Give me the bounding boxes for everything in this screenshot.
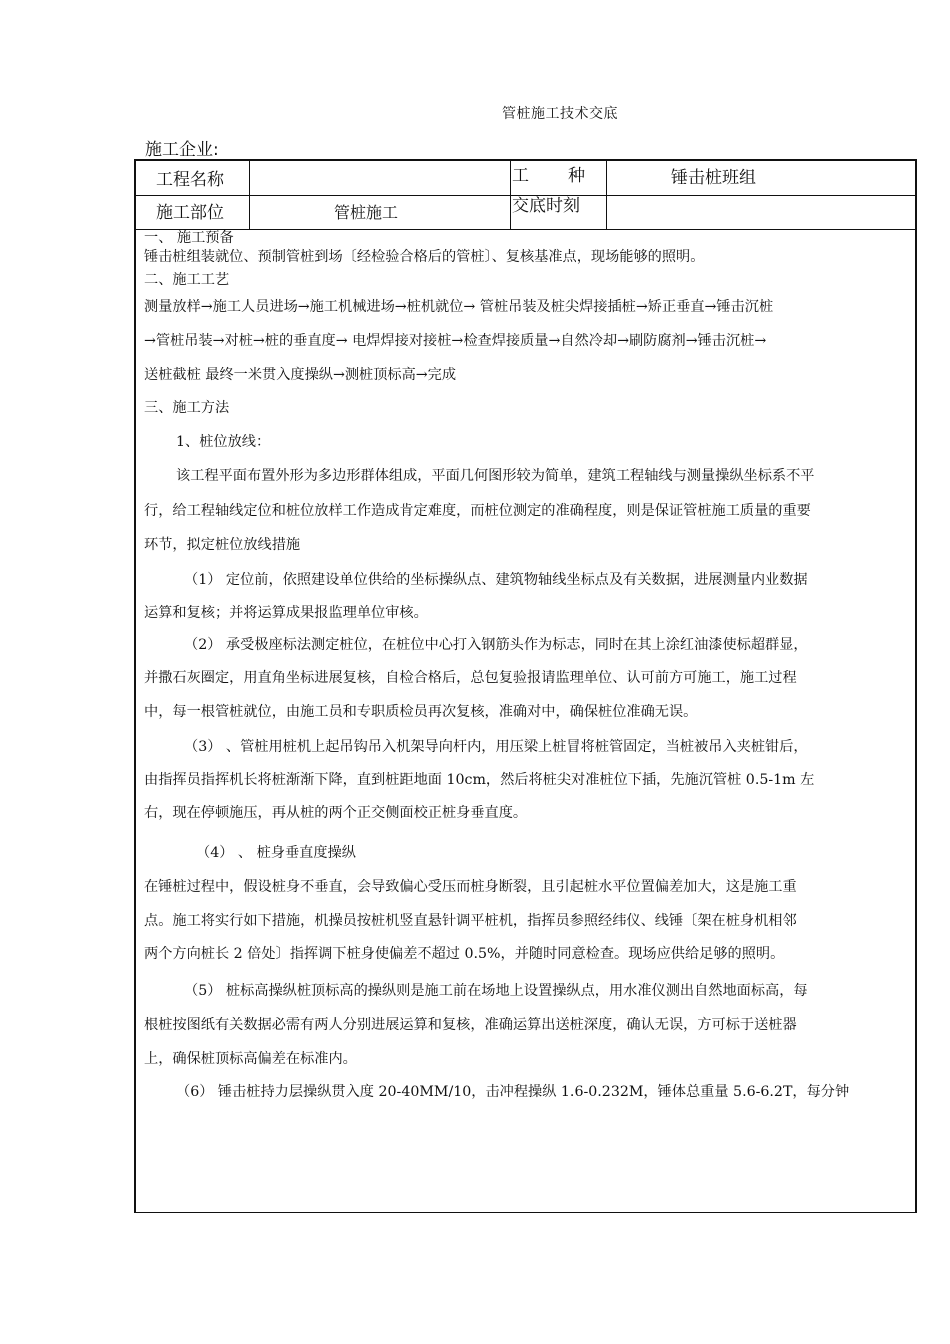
company-label: 施工企业: xyxy=(145,140,219,160)
text-line: 根桩按图纸有关数据必需有两人分别进展运算和复核，准确运算出送桩深度，确认无误，方可标于送桩器 xyxy=(144,1017,797,1033)
text-line: （4） 、 桩身垂直度操纵 xyxy=(196,845,356,861)
text-line: 测量放样→施工人员进场→施工机械进场→桩机就位→ 管桩吊装及桩尖焊接插桩→矫正垂直→锤击沉桩 xyxy=(144,299,774,315)
text-line: 二、施工工艺 xyxy=(144,272,230,288)
text-line: （2） 承受极座标法测定桩位，在桩位中心打入钢筋头作为标志，同时在其上涂红油漆使标超群显， xyxy=(184,637,808,653)
location-label: 施工部位 xyxy=(156,203,224,223)
text-line: →管桩吊装→对桩→桩的垂直度→ 电焊焊接对接桩→检查焊接质量→自然冷却→刷防腐剂→锤击沉桩→ xyxy=(144,333,767,349)
time-label: 交底时刻 xyxy=(512,196,580,216)
text-line: 该工程平面布置外形为多边形群体组成，平面几何图形较为简单，建筑工程轴线与测量操纵坐标系不平 xyxy=(176,468,815,484)
text-line: 送桩截桩 最终一米贯入度操纵→测桩顶标高→完成 xyxy=(144,367,457,383)
briefing-table xyxy=(134,159,917,1213)
text-line: 运算和复核；并将运算成果报监理单位审核。 xyxy=(144,605,428,621)
trade-label-1: 工 xyxy=(512,166,529,186)
location-value: 管桩施工 xyxy=(334,203,399,222)
text-line: （1） 定位前，依照建设单位供给的坐标操纵点、建筑物轴线坐标点及有关数据，进展测量内业数据 xyxy=(184,572,808,588)
text-line: （5） 桩标高操纵桩顶标高的操纵则是施工前在场地上设置操纵点，用水准仪测出自然地面标高，每 xyxy=(184,983,808,999)
text-line: 并撒石灰圈定，用直角坐标进展复核，自检合格后，总包复验报请监理单位、认可前方可施工，施工过程 xyxy=(144,670,797,686)
text-line: 行，给工程轴线定位和桩位放样工作造成肯定难度，而桩位测定的准确程度，则是保证管桩施工质量的重要 xyxy=(144,503,811,519)
trade-label-2: 种 xyxy=(568,166,585,186)
text-line: 锤击桩组装就位、预制管桩到场〔经检验合格后的管桩〕、复核基准点，现场能够的照明。 xyxy=(144,249,705,265)
header-grid xyxy=(136,161,915,230)
text-line: （6） 锤击桩持力层操纵贯入度 20-40MM/10，击冲程操纵 1.6-0.232M，锤体总重量 5.6-6.2T，每分钟 xyxy=(176,1084,850,1100)
text-line: 在锤桩过程中，假设桩身不垂直，会导致偏心受压而桩身断裂，且引起桩水平位置偏差加大，这是施工重 xyxy=(144,879,797,895)
text-line: 两个方向桩长 2 倍处〕指挥调下桩身使偏差不超过 0.5%，并随时同意检查。现场应供给足够的照明。 xyxy=(144,946,785,962)
document-title: 管桩施工技术交底 xyxy=(502,106,618,122)
text-line: 上，确保桩顶标高偏差在标准内。 xyxy=(144,1051,357,1067)
text-line: （3） 、管桩用桩机上起吊钩吊入机架导向杆内，用压梁上桩冒将桩管固定，当桩被吊入夹桩钳后， xyxy=(184,739,808,755)
text-line: 点。施工将实行如下措施，机操员按桩机竖直悬针调平桩机，指挥员参照经纬仪、线锤〔架在桩身机相邻 xyxy=(144,913,797,929)
text-line: 由指挥员指挥机长将桩渐渐下降，直到桩距地面 10cm，然后将桩尖对准桩位下插，先施沉管桩 0.5-1m 左 xyxy=(144,772,815,788)
subsection-heading: 1、桩位放线： xyxy=(176,434,271,450)
project-name-label: 工程名称 xyxy=(156,170,224,190)
section-heading: 三、施工方法 xyxy=(144,400,230,416)
trade-value: 锤击桩班组 xyxy=(671,168,756,188)
text-line: 中，每一根管桩就位，由施工员和专职质检员再次复核，准确对中，确保桩位准确无误。 xyxy=(144,704,698,720)
text-line: 环节，拟定桩位放线措施 xyxy=(144,537,301,553)
text-line: 一、 施工预备 xyxy=(144,230,234,246)
text-line: 右，现在停顿施压，再从桩的两个正交侧面校正桩身垂直度。 xyxy=(144,805,528,821)
